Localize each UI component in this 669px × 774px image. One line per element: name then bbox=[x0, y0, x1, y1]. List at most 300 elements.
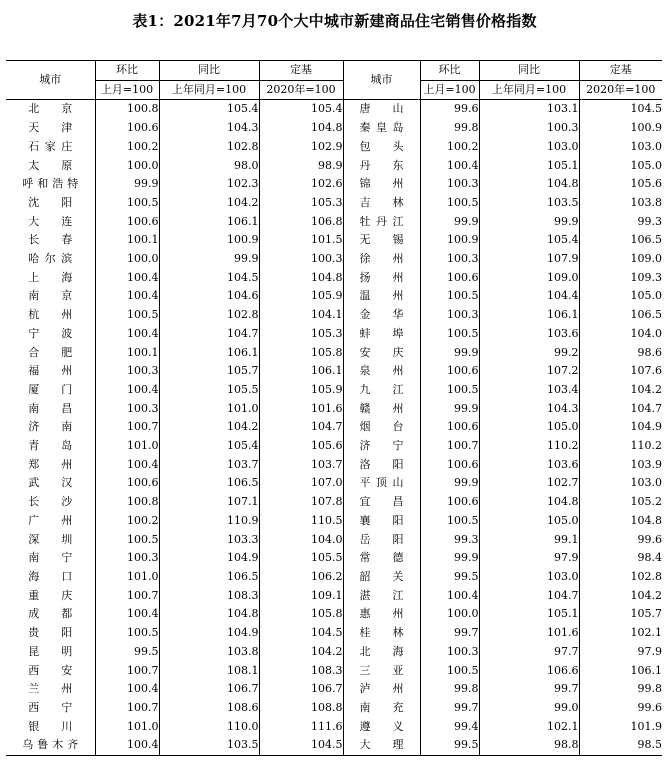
base-value-right: 105.6 bbox=[630, 177, 662, 191]
yoy-value-right: 104.8 bbox=[479, 175, 579, 194]
mom-value-right: 100.5 bbox=[420, 194, 479, 213]
table-row bbox=[6, 736, 662, 755]
city-cell-right bbox=[343, 344, 420, 363]
city-cell-left bbox=[6, 605, 95, 624]
base-value-right: 107.6 bbox=[630, 364, 662, 378]
base-value-left: 105.3 bbox=[259, 325, 343, 344]
base-value-left: 104.8 bbox=[259, 269, 343, 288]
mom-value-right: 100.5 bbox=[420, 662, 479, 681]
city-cell-right bbox=[343, 568, 420, 587]
city-cell-right bbox=[343, 175, 420, 194]
mom-value-left: 100.0 bbox=[95, 157, 159, 176]
city-name: 武汉 bbox=[28, 476, 73, 490]
yoy-value-right: 98.8 bbox=[479, 736, 579, 755]
city-cell-left bbox=[6, 512, 95, 531]
city-cell-right bbox=[343, 157, 420, 176]
base-value-left: 105.8 bbox=[259, 605, 343, 624]
city-name: 成都 bbox=[28, 607, 73, 621]
city-cell-right bbox=[343, 119, 420, 138]
city-cell-left bbox=[6, 587, 95, 606]
city-name: 北海 bbox=[359, 644, 404, 658]
base-value-left: 105.4 bbox=[259, 100, 343, 119]
table-row bbox=[6, 175, 662, 194]
yoy-value-left: 104.5 bbox=[159, 269, 259, 288]
table-row bbox=[6, 662, 662, 681]
base-value-right: 105.7 bbox=[630, 607, 662, 621]
mom-value-right: 99.9 bbox=[420, 344, 479, 363]
city-cell-right bbox=[343, 418, 420, 437]
table-row bbox=[6, 493, 662, 512]
table-row bbox=[6, 643, 662, 662]
yoy-value-left: 103.3 bbox=[159, 531, 259, 550]
city-cell-right bbox=[343, 381, 420, 400]
yoy-value-left: 102.3 bbox=[159, 175, 259, 194]
yoy-value-right: 106.1 bbox=[479, 306, 579, 325]
city-cell-left bbox=[6, 381, 95, 400]
city-name: 天津 bbox=[28, 121, 73, 135]
table-row bbox=[6, 699, 662, 718]
base-value-left: 111.6 bbox=[259, 718, 343, 737]
header-base-sub-right: 2020年=100 bbox=[579, 80, 662, 100]
yoy-value-right: 100.3 bbox=[479, 119, 579, 138]
city-name: 福州 bbox=[28, 364, 73, 378]
city-name: 南昌 bbox=[28, 401, 73, 415]
mom-value-right: 99.9 bbox=[420, 474, 479, 493]
city-name: 宜昌 bbox=[359, 495, 404, 509]
city-name: 银川 bbox=[28, 719, 73, 733]
city-name: 赣州 bbox=[359, 401, 404, 415]
mom-value-left: 99.9 bbox=[95, 175, 159, 194]
city-cell-left bbox=[6, 175, 95, 194]
yoy-value-right: 99.1 bbox=[479, 531, 579, 550]
yoy-value-left: 106.7 bbox=[159, 680, 259, 699]
city-name: 沈阳 bbox=[28, 195, 73, 209]
table-row bbox=[6, 680, 662, 699]
yoy-value-right: 97.7 bbox=[479, 643, 579, 662]
mom-value-left: 100.4 bbox=[95, 287, 159, 306]
header-base-sub-left: 2020年=100 bbox=[259, 80, 343, 100]
base-value-left: 104.5 bbox=[259, 736, 343, 755]
yoy-value-left: 99.9 bbox=[159, 250, 259, 269]
city-name: 吉林 bbox=[359, 195, 404, 209]
city-name: 长春 bbox=[28, 233, 73, 247]
base-value-right: 104.2 bbox=[630, 382, 662, 396]
header-yoy-sub-left: 上年同月=100 bbox=[159, 80, 259, 100]
table-body bbox=[6, 100, 662, 756]
yoy-value-left: 106.1 bbox=[159, 344, 259, 363]
yoy-value-right: 106.6 bbox=[479, 662, 579, 681]
mom-value-left: 100.3 bbox=[95, 400, 159, 419]
city-name: 常德 bbox=[359, 551, 404, 565]
city-cell-right bbox=[343, 231, 420, 250]
yoy-value-right: 104.7 bbox=[479, 587, 579, 606]
mom-value-left: 100.6 bbox=[95, 474, 159, 493]
yoy-value-left: 105.4 bbox=[159, 437, 259, 456]
base-value-left: 98.9 bbox=[259, 157, 343, 176]
mom-value-right: 100.3 bbox=[420, 250, 479, 269]
city-cell-right bbox=[343, 250, 420, 269]
city-name: 平顶山 bbox=[359, 476, 404, 490]
city-name: 乌鲁木齐 bbox=[22, 738, 79, 752]
table-row bbox=[6, 418, 662, 437]
city-name: 兰州 bbox=[28, 682, 73, 696]
city-name: 海口 bbox=[28, 569, 73, 583]
price-index-table bbox=[6, 60, 662, 756]
city-cell-right bbox=[343, 362, 420, 381]
city-cell-right bbox=[343, 680, 420, 699]
mom-value-right: 99.5 bbox=[420, 736, 479, 755]
header-row-main bbox=[6, 61, 662, 81]
yoy-value-left: 104.7 bbox=[159, 325, 259, 344]
mom-value-right: 100.2 bbox=[420, 138, 479, 157]
base-value-right: 102.8 bbox=[630, 569, 662, 583]
mom-value-left: 100.7 bbox=[95, 662, 159, 681]
base-value-left: 104.0 bbox=[259, 531, 343, 550]
base-value-left: 109.1 bbox=[259, 587, 343, 606]
table-row bbox=[6, 549, 662, 568]
city-name: 太原 bbox=[28, 158, 73, 172]
mom-value-left: 100.7 bbox=[95, 699, 159, 718]
city-cell-right bbox=[343, 194, 420, 213]
city-name: 唐山 bbox=[359, 102, 404, 116]
city-name: 宁波 bbox=[28, 326, 73, 340]
city-cell-right bbox=[343, 493, 420, 512]
yoy-value-left: 104.3 bbox=[159, 119, 259, 138]
mom-value-left: 100.5 bbox=[95, 624, 159, 643]
mom-value-left: 100.7 bbox=[95, 418, 159, 437]
base-value-right: 99.8 bbox=[637, 682, 662, 696]
base-value-right: 99.6 bbox=[637, 700, 662, 714]
mom-value-right: 100.0 bbox=[420, 605, 479, 624]
mom-value-left: 100.3 bbox=[95, 362, 159, 381]
city-name: 九江 bbox=[359, 382, 404, 396]
yoy-value-right: 105.1 bbox=[479, 157, 579, 176]
city-cell-left bbox=[6, 306, 95, 325]
yoy-value-left: 104.6 bbox=[159, 287, 259, 306]
city-name: 徐州 bbox=[359, 252, 404, 266]
mom-value-right: 99.8 bbox=[420, 680, 479, 699]
yoy-value-left: 108.1 bbox=[159, 662, 259, 681]
yoy-value-right: 105.4 bbox=[479, 231, 579, 250]
city-cell-left bbox=[6, 718, 95, 737]
base-value-left: 106.8 bbox=[259, 213, 343, 232]
mom-value-right: 99.3 bbox=[420, 531, 479, 550]
city-name: 韶关 bbox=[359, 569, 404, 583]
city-name: 洛阳 bbox=[359, 457, 404, 471]
city-cell-left bbox=[6, 680, 95, 699]
yoy-value-left: 110.9 bbox=[159, 512, 259, 531]
mom-value-right: 99.6 bbox=[420, 100, 479, 119]
yoy-value-left: 105.4 bbox=[159, 100, 259, 119]
city-name: 无锡 bbox=[359, 233, 404, 247]
base-value-right: 99.6 bbox=[637, 532, 662, 546]
table-row bbox=[6, 381, 662, 400]
mom-value-left: 100.4 bbox=[95, 325, 159, 344]
table-row bbox=[6, 250, 662, 269]
city-cell-left bbox=[6, 157, 95, 176]
city-cell-right bbox=[343, 325, 420, 344]
header-city-right: 城市 bbox=[343, 61, 420, 100]
mom-value-right: 99.8 bbox=[420, 119, 479, 138]
yoy-value-right: 103.0 bbox=[479, 568, 579, 587]
city-cell-right bbox=[343, 437, 420, 456]
base-value-left: 105.6 bbox=[259, 437, 343, 456]
city-name: 泸州 bbox=[359, 682, 404, 696]
city-name: 襄阳 bbox=[359, 513, 404, 527]
mom-value-right: 100.3 bbox=[420, 175, 479, 194]
base-value-left: 106.1 bbox=[259, 362, 343, 381]
city-cell-left bbox=[6, 138, 95, 157]
base-value-left: 107.8 bbox=[259, 493, 343, 512]
yoy-value-left: 106.1 bbox=[159, 213, 259, 232]
yoy-value-right: 107.9 bbox=[479, 250, 579, 269]
header-mom-sub-left: 上月=100 bbox=[95, 80, 159, 100]
base-value-right: 104.8 bbox=[630, 513, 662, 527]
yoy-value-right: 104.4 bbox=[479, 287, 579, 306]
city-name: 上海 bbox=[28, 270, 73, 284]
yoy-value-left: 105.7 bbox=[159, 362, 259, 381]
city-cell-left bbox=[6, 269, 95, 288]
table-row bbox=[6, 325, 662, 344]
header-mom-sub-right: 上月=100 bbox=[420, 80, 479, 100]
mom-value-right: 100.5 bbox=[420, 512, 479, 531]
city-cell-left bbox=[6, 568, 95, 587]
base-value-left: 108.8 bbox=[259, 699, 343, 718]
yoy-value-left: 104.2 bbox=[159, 418, 259, 437]
mom-value-left: 100.4 bbox=[95, 680, 159, 699]
base-value-right: 105.0 bbox=[630, 158, 662, 172]
header-yoy-left: 同比 bbox=[159, 61, 259, 81]
city-cell-left bbox=[6, 400, 95, 419]
city-name: 大连 bbox=[28, 214, 73, 228]
mom-value-right: 100.6 bbox=[420, 418, 479, 437]
city-name: 西安 bbox=[28, 663, 73, 677]
base-value-right: 105.2 bbox=[630, 495, 662, 509]
city-cell-left bbox=[6, 437, 95, 456]
mom-value-right: 100.7 bbox=[420, 437, 479, 456]
header-mom-left: 环比 bbox=[95, 61, 159, 81]
base-value-right: 98.6 bbox=[637, 345, 662, 359]
city-cell-right bbox=[343, 100, 420, 119]
header-yoy-sub-right: 上年同月=100 bbox=[479, 80, 579, 100]
yoy-value-left: 100.9 bbox=[159, 231, 259, 250]
mom-value-right: 100.4 bbox=[420, 157, 479, 176]
mom-value-right: 100.9 bbox=[420, 231, 479, 250]
yoy-value-right: 104.3 bbox=[479, 400, 579, 419]
yoy-value-right: 103.6 bbox=[479, 456, 579, 475]
table-row bbox=[6, 531, 662, 550]
table-row bbox=[6, 474, 662, 493]
city-cell-right bbox=[343, 624, 420, 643]
table-row bbox=[6, 213, 662, 232]
yoy-value-left: 103.8 bbox=[159, 643, 259, 662]
city-cell-right bbox=[343, 549, 420, 568]
header-base-left: 定基 bbox=[259, 61, 343, 81]
table-row bbox=[6, 157, 662, 176]
header-yoy-right: 同比 bbox=[479, 61, 579, 81]
mom-value-left: 100.8 bbox=[95, 493, 159, 512]
base-value-right: 101.9 bbox=[630, 719, 662, 733]
yoy-value-left: 110.0 bbox=[159, 718, 259, 737]
yoy-value-left: 106.5 bbox=[159, 474, 259, 493]
mom-value-left: 100.3 bbox=[95, 549, 159, 568]
mom-value-left: 100.2 bbox=[95, 512, 159, 531]
table-row bbox=[6, 287, 662, 306]
table-row bbox=[6, 306, 662, 325]
yoy-value-left: 101.0 bbox=[159, 400, 259, 419]
table-row bbox=[6, 718, 662, 737]
city-cell-right bbox=[343, 718, 420, 737]
city-name: 济宁 bbox=[359, 439, 404, 453]
city-name: 大理 bbox=[359, 738, 404, 752]
base-value-left: 103.7 bbox=[259, 456, 343, 475]
base-value-right: 105.0 bbox=[630, 289, 662, 303]
yoy-value-left: 104.2 bbox=[159, 194, 259, 213]
city-cell-right bbox=[343, 643, 420, 662]
yoy-value-right: 103.4 bbox=[479, 381, 579, 400]
city-name: 烟台 bbox=[359, 420, 404, 434]
base-value-right: 109.3 bbox=[630, 270, 662, 284]
city-cell-left bbox=[6, 250, 95, 269]
yoy-value-left: 103.7 bbox=[159, 456, 259, 475]
mom-value-right: 99.5 bbox=[420, 568, 479, 587]
mom-value-right: 100.6 bbox=[420, 456, 479, 475]
city-cell-left bbox=[6, 325, 95, 344]
city-name: 青岛 bbox=[28, 439, 73, 453]
city-name: 石家庄 bbox=[28, 139, 73, 153]
base-value-right: 103.8 bbox=[630, 195, 662, 209]
yoy-value-right: 99.2 bbox=[479, 344, 579, 363]
table-row bbox=[6, 138, 662, 157]
yoy-value-right: 105.1 bbox=[479, 605, 579, 624]
mom-value-left: 100.5 bbox=[95, 194, 159, 213]
yoy-value-right: 101.6 bbox=[479, 624, 579, 643]
mom-value-right: 100.6 bbox=[420, 269, 479, 288]
mom-value-left: 100.4 bbox=[95, 736, 159, 755]
base-value-left: 105.9 bbox=[259, 381, 343, 400]
city-name: 合肥 bbox=[28, 345, 73, 359]
yoy-value-right: 97.9 bbox=[479, 549, 579, 568]
city-cell-left bbox=[6, 662, 95, 681]
city-name: 惠州 bbox=[359, 607, 404, 621]
mom-value-right: 99.9 bbox=[420, 549, 479, 568]
city-name: 秦皇岛 bbox=[359, 121, 404, 135]
city-cell-left bbox=[6, 736, 95, 755]
header-mom-right: 环比 bbox=[420, 61, 479, 81]
mom-value-left: 100.1 bbox=[95, 344, 159, 363]
city-name: 重庆 bbox=[28, 588, 73, 602]
table-row bbox=[6, 119, 662, 138]
base-value-left: 100.3 bbox=[259, 250, 343, 269]
table-row bbox=[6, 362, 662, 381]
table-row bbox=[6, 344, 662, 363]
yoy-value-left: 106.5 bbox=[159, 568, 259, 587]
base-value-left: 104.1 bbox=[259, 306, 343, 325]
yoy-value-right: 103.5 bbox=[479, 194, 579, 213]
mom-value-left: 100.4 bbox=[95, 605, 159, 624]
table-title: 表1：2021年7月70个大中城市新建商品住宅销售价格指数 bbox=[132, 12, 537, 30]
base-value-right: 103.0 bbox=[630, 139, 662, 153]
city-name: 呼和浩特 bbox=[22, 177, 79, 191]
base-value-left: 108.3 bbox=[259, 662, 343, 681]
table-row bbox=[6, 231, 662, 250]
table-row bbox=[6, 437, 662, 456]
yoy-value-left: 104.8 bbox=[159, 605, 259, 624]
yoy-value-right: 109.0 bbox=[479, 269, 579, 288]
city-name: 遵义 bbox=[359, 719, 404, 733]
yoy-value-left: 104.9 bbox=[159, 549, 259, 568]
city-name: 西宁 bbox=[28, 700, 73, 714]
mom-value-left: 99.5 bbox=[95, 643, 159, 662]
base-value-left: 101.6 bbox=[259, 400, 343, 419]
city-name: 南京 bbox=[28, 289, 73, 303]
base-value-left: 102.6 bbox=[259, 175, 343, 194]
city-cell-left bbox=[6, 287, 95, 306]
yoy-value-left: 102.8 bbox=[159, 306, 259, 325]
base-value-left: 110.5 bbox=[259, 512, 343, 531]
city-name: 厦门 bbox=[28, 382, 73, 396]
city-name: 济南 bbox=[28, 420, 73, 434]
base-value-left: 104.2 bbox=[259, 643, 343, 662]
yoy-value-left: 108.6 bbox=[159, 699, 259, 718]
city-name: 安庆 bbox=[359, 345, 404, 359]
base-value-right: 104.2 bbox=[630, 588, 662, 602]
city-name: 包头 bbox=[359, 139, 404, 153]
base-value-right: 106.5 bbox=[630, 233, 662, 247]
mom-value-left: 100.4 bbox=[95, 456, 159, 475]
city-cell-right bbox=[343, 736, 420, 755]
city-cell-right bbox=[343, 512, 420, 531]
mom-value-right: 100.6 bbox=[420, 493, 479, 512]
base-value-left: 106.7 bbox=[259, 680, 343, 699]
base-value-right: 100.9 bbox=[630, 121, 662, 135]
yoy-value-right: 105.0 bbox=[479, 512, 579, 531]
yoy-value-right: 107.2 bbox=[479, 362, 579, 381]
yoy-value-right: 99.0 bbox=[479, 699, 579, 718]
city-cell-left bbox=[6, 493, 95, 512]
yoy-value-left: 105.5 bbox=[159, 381, 259, 400]
city-name: 桂林 bbox=[359, 626, 404, 640]
table-row bbox=[6, 512, 662, 531]
base-value-right: 104.7 bbox=[630, 401, 662, 415]
city-cell-left bbox=[6, 456, 95, 475]
city-cell-right bbox=[343, 400, 420, 419]
base-value-left: 104.7 bbox=[259, 418, 343, 437]
mom-value-right: 100.3 bbox=[420, 306, 479, 325]
yoy-value-left: 107.1 bbox=[159, 493, 259, 512]
table-row bbox=[6, 456, 662, 475]
city-name: 南宁 bbox=[28, 551, 73, 565]
city-name: 蚌埠 bbox=[359, 326, 404, 340]
city-cell-right bbox=[343, 474, 420, 493]
base-value-left: 102.9 bbox=[259, 138, 343, 157]
mom-value-right: 100.5 bbox=[420, 325, 479, 344]
yoy-value-right: 104.8 bbox=[479, 493, 579, 512]
base-value-left: 105.8 bbox=[259, 344, 343, 363]
base-value-left: 105.5 bbox=[259, 549, 343, 568]
city-name: 湛江 bbox=[359, 588, 404, 602]
city-cell-left bbox=[6, 362, 95, 381]
mom-value-right: 100.6 bbox=[420, 362, 479, 381]
base-value-right: 106.5 bbox=[630, 308, 662, 322]
mom-value-left: 101.0 bbox=[95, 718, 159, 737]
yoy-value-right: 102.7 bbox=[479, 474, 579, 493]
city-cell-left bbox=[6, 213, 95, 232]
yoy-value-right: 105.0 bbox=[479, 418, 579, 437]
mom-value-left: 101.0 bbox=[95, 437, 159, 456]
city-name: 杭州 bbox=[28, 308, 73, 322]
city-cell-left bbox=[6, 194, 95, 213]
